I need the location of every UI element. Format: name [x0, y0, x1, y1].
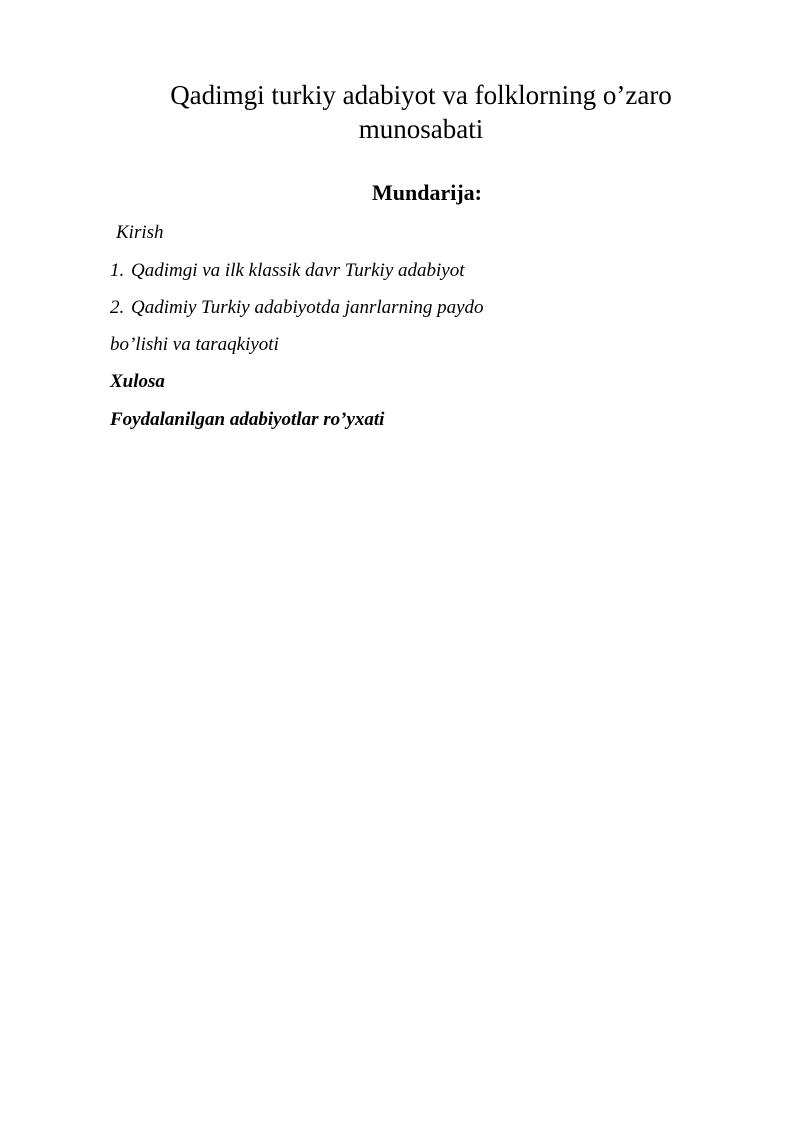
document-title: Qadimgi turkiy adabiyot va folklorning o’zaro munosabati — [170, 80, 672, 144]
toc-item-2-number: 2. — [110, 297, 125, 318]
toc-item-intro — [116, 221, 164, 245]
toc-item-1-label: Qadimgi va ilk klassik davr Turkiy adabiyot — [131, 260, 465, 281]
toc-item-references-label: Foydalanilgan adabiyotlar ro’yxati — [110, 409, 385, 430]
toc-item-1-number: 1. — [110, 260, 125, 281]
toc-item-2-label-line1: Qadimiy Turkiy adabiyotda janrlarning paydo — [131, 297, 484, 318]
toc-item-conclusion — [110, 370, 165, 394]
toc-item-intro-label: Kirish — [116, 222, 164, 243]
toc-item-2-label-line2: bo’lishi va taraqkiyoti — [110, 334, 279, 355]
toc-item-references — [110, 408, 384, 432]
toc-heading: Mundarija: — [372, 180, 482, 205]
toc-item-conclusion-label: Xulosa — [110, 371, 165, 392]
toc-item-1 — [110, 259, 465, 283]
toc-item-2-continuation — [110, 333, 279, 357]
toc-item-2 — [110, 296, 484, 320]
